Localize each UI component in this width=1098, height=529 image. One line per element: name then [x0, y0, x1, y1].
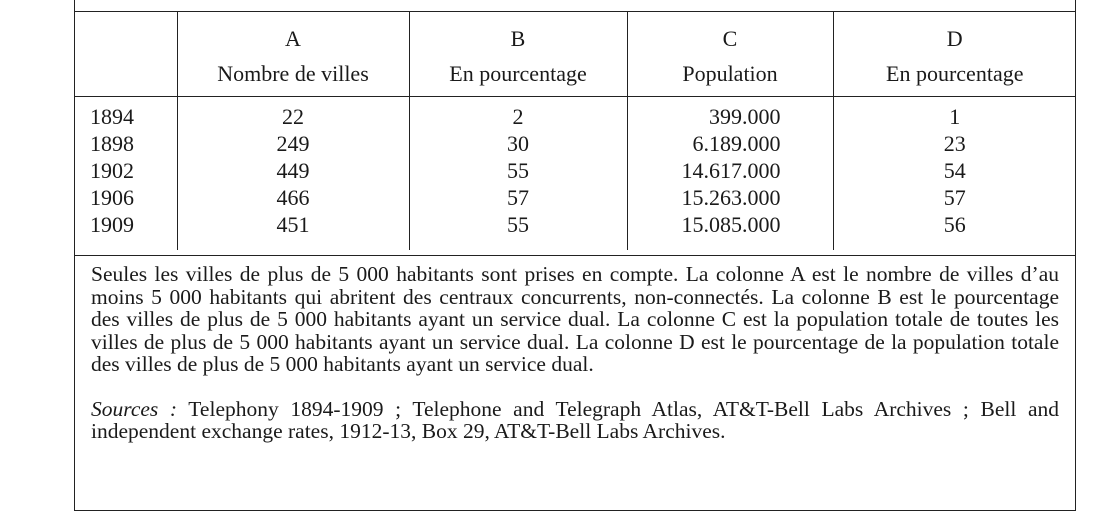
col-a-label: Nombre de villes: [217, 61, 369, 86]
cell-a: 449: [177, 157, 409, 184]
header-year: [74, 12, 177, 97]
notes-divider: [74, 255, 1076, 256]
row-year: 1906: [90, 185, 134, 210]
cell-b: 57: [409, 184, 627, 211]
cell-a: 451: [177, 211, 409, 250]
cell-a: 466: [177, 184, 409, 211]
col-d-label: En pourcentage: [886, 61, 1024, 86]
cell-d: 1: [833, 97, 1076, 131]
row-year: 1909: [90, 212, 134, 237]
cell-d: 57: [833, 184, 1076, 211]
col-b-label: En pourcentage: [449, 61, 587, 86]
cell-c: 15.263.000: [627, 184, 833, 211]
col-c-letter: C: [722, 26, 738, 51]
row-year: 1898: [90, 131, 134, 156]
table-row: [74, 157, 1076, 184]
col-a-letter: A: [285, 26, 301, 51]
header-col-d: [833, 12, 1076, 97]
cell-d: 56: [833, 211, 1076, 250]
notes-sources: [91, 398, 1059, 443]
sources-text: Telephony 1894-1909 ; Telephone and Telegraph Atlas, AT&T-Bell Labs Archives ; Bell and independent exchange rates, 1912-13, Box 29, AT&T-Bell Labs Archives.: [91, 396, 1059, 443]
table-row: [74, 130, 1076, 157]
cell-a: 249: [177, 130, 409, 157]
col-b-letter: B: [510, 26, 526, 51]
header-col-a: [177, 12, 409, 97]
cell-b: 2: [409, 97, 627, 131]
table-row: [74, 184, 1076, 211]
data-table: [74, 12, 1076, 250]
header-col-b: [409, 12, 627, 97]
sources-label: Sources :: [91, 396, 178, 421]
cell-c: 399.000: [627, 97, 833, 131]
cell-d: 54: [833, 157, 1076, 184]
cell-b: 30: [409, 130, 627, 157]
col-d-letter: D: [946, 26, 963, 51]
cell-a: 22: [177, 97, 409, 131]
notes-description: Seules les villes de plus de 5 000 habitants sont prises en compte. La colonne A est le nombre de villes d’au moins 5 000 habitants qui abritent des centraux concurrents, non-connectés. La colonne B est le pourcentage des villes de plus de 5 000 habitants ayant un service dual. La colonne C est la population totale de toutes les villes de plus de 5 000 habitants ayant un service dual. La colonne D est le pourcentage de la population totale des villes de plus de 5 000 habitants ayant un service dual.: [91, 262, 1059, 376]
row-year: 1902: [90, 158, 134, 183]
table-notes: [91, 263, 1059, 443]
cell-c: 14.617.000: [627, 157, 833, 184]
header-col-c: [627, 12, 833, 97]
cell-d: 23: [833, 130, 1076, 157]
cell-c: 6.189.000: [627, 130, 833, 157]
col-c-label: Population: [682, 61, 778, 86]
row-year: 1894: [90, 104, 134, 129]
header-row: [74, 12, 1076, 97]
cell-c: 15.085.000: [627, 211, 833, 250]
cell-b: 55: [409, 157, 627, 184]
table-row: [74, 97, 1076, 131]
cell-b: 55: [409, 211, 627, 250]
table-row: [74, 211, 1076, 250]
